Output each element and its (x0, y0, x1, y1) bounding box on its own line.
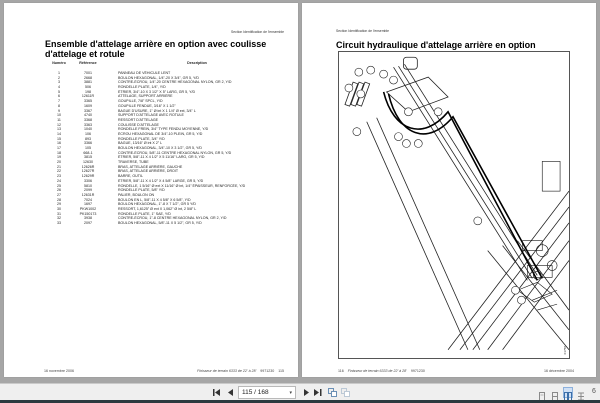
cell-ref: 3368 (84, 117, 92, 122)
cell-num: 12 (57, 122, 61, 127)
cell-num: 33 (57, 221, 61, 225)
rotate-ccw-button[interactable] (327, 387, 337, 398)
cell-ref: 3306 (84, 178, 92, 183)
cell-desc: BOULON HEXAGONAL, 1"-8 X 7 1/2", GR 5 Y/D (118, 202, 196, 207)
view-single-page-button[interactable] (537, 387, 547, 398)
cell-desc: BAGUE D'USURE, 1" Ø int X 1 1/4" Ø ext, 3/4" L (118, 108, 196, 113)
footer-doc-number: 9971230 (260, 369, 275, 373)
cell-ref: 3366 (84, 141, 92, 146)
cell-desc: RONDELLE, 1 5/16" Ø ext X 11/16" Ø int, 1/4" ÉPAISSEUR, RENFORCÉE, Y/D (118, 183, 246, 188)
cell-num: 10 (57, 113, 61, 118)
cell-desc: RONDELLE PLATE, 5/8" Y/D (118, 188, 165, 193)
cell-num: 1 (58, 71, 60, 75)
cell-ref: PK150173 (79, 211, 97, 216)
cell-ref: 3365 (84, 99, 92, 104)
cell-ref: 105 (85, 146, 91, 150)
cell-num: 19 (57, 155, 61, 160)
last-page-button[interactable] (313, 387, 323, 398)
cell-desc: BOULON HEXAGONAL, 3/4"-10 X 3 1/2", GR 5, Y/D (118, 146, 202, 150)
cell-num: 23 (57, 174, 61, 179)
page-title: Ensemble d'attelage arrière en option avec coulisse d'attelage et rotule (45, 39, 267, 59)
cell-num: 7 (58, 99, 60, 104)
page-title: Circuit hydraulique d'attelage arrière en option (336, 40, 536, 50)
cell-desc: COULISSE D'ATTELAGE (118, 122, 159, 127)
view-two-page-continuous-button[interactable] (576, 387, 586, 398)
cell-ref: 12631R (81, 192, 95, 197)
cell-desc: RONDELLE FREIN, 3/4" TYPE FENDU MOYENNE, Y/D (118, 127, 209, 132)
cell-ref: 7001 (84, 71, 92, 75)
cell-ref: 3363 (84, 122, 92, 127)
cell-num: 3 (58, 80, 60, 85)
prev-icon (228, 389, 233, 396)
rotate-cw-button[interactable] (340, 387, 350, 398)
cell-num: 22 (57, 169, 61, 174)
cell-ref: 12630 (83, 160, 93, 165)
cell-num: 30 (57, 206, 61, 211)
cell-ref: 3938 (84, 216, 92, 221)
rotate-page-disabled-icon (341, 388, 350, 397)
cell-desc: RESSORT D'ATTELAGE (118, 117, 159, 122)
cell-num: 4 (58, 85, 60, 90)
cell-ref: 1609 (84, 103, 92, 108)
cell-ref: 506 (85, 85, 91, 90)
figure-id: 01758 (563, 345, 567, 354)
footer-date: 16 novembre 2006 (44, 369, 74, 373)
page-115 (4, 3, 298, 377)
cell-desc: BOULON HEXAGONAL, 1/4"-20 X 3/4", GR 5, Y/D (118, 75, 199, 80)
first-page-button[interactable] (212, 387, 222, 398)
cell-ref: 3881 (84, 80, 92, 85)
cell-ref: 12611R (81, 94, 95, 99)
cell-num: 21 (57, 164, 61, 169)
parts-table (48, 61, 288, 226)
cell-ref: 7024 (84, 197, 92, 202)
footer-page-number: 116 (338, 369, 344, 373)
cell-ref: 12626R (81, 164, 95, 169)
dropdown-caret-icon: ▾ (289, 390, 292, 396)
page-116 (302, 3, 596, 377)
cell-num: 28 (57, 197, 61, 202)
cell-desc: ÉTRIER, 5/8"-11 X 4 1/2" X 4 5/8" LARGE, GR 5, Y/D (118, 178, 204, 183)
table-row (48, 221, 288, 226)
cell-desc: RONDELLE PLATE, 1/4", Y/D (118, 85, 166, 90)
cell-ref: 2668 (84, 75, 92, 80)
cell-num: 18 (57, 150, 61, 155)
footer-doc-title: Finisseur de terrain 6333 de 22' à 28' (197, 369, 257, 373)
cell-ref: 3367 (84, 108, 92, 113)
skip-forward-icon (314, 389, 322, 396)
prev-page-button[interactable] (226, 387, 234, 398)
cell-desc: CONTRE-ÉCROU, 1"-8 CENTRE HEXAGONAL NYLON, GR 2, Y/D (118, 216, 227, 221)
cell-desc: PALIER, BOULON ON (118, 192, 155, 197)
cell-num: 29 (57, 202, 61, 207)
cell-desc: GOUPILLE, 7/8" SPCL, Y/D (118, 99, 163, 104)
cell-num: 9 (58, 108, 60, 113)
cell-num: 2 (58, 75, 60, 80)
footer-date: 16 décembre 2004 (544, 369, 574, 373)
col-header-desc: Description (187, 61, 207, 65)
section-header: Section Identification de l'ensemble (336, 29, 390, 33)
cell-ref: 12629R (81, 174, 95, 179)
cell-desc: ÉCROU HEXAGONAL DE 3/4"-10 PLEIN, GR 5, Y/D (118, 131, 203, 136)
cell-ref: 198 (85, 89, 91, 94)
cell-desc: SUPPORT D'ATTELAGE AVEC ROTULE (118, 113, 184, 118)
cell-ref: 893 (85, 136, 91, 141)
cell-num: 8 (58, 103, 60, 108)
cell-ref: 4740 (84, 113, 92, 118)
cell-ref: 5810 (84, 183, 92, 188)
cell-num: 31 (57, 211, 61, 216)
cell-desc: RESSORT, 1,6125" Ø ext X 1,062" Ø int, 2 5/8" L (118, 206, 197, 211)
cell-desc: ÉTRIER, 5/8"-11 X 4 1/2" X 5 11/16" LARG, GR 5, Y/D (118, 155, 205, 160)
cell-num: 6 (58, 94, 60, 99)
zoom-level-field[interactable]: 6 (592, 388, 596, 395)
cell-num: 11 (57, 117, 61, 122)
cell-num: 15 (57, 136, 61, 141)
cell-num: 32 (57, 216, 61, 221)
cell-desc: BOULON HEXAGONAL, 5/8"-11 X 5 1/2", GR 5, Y/D (118, 221, 202, 225)
cell-ref: 3815 (84, 155, 92, 160)
table-header (48, 61, 288, 68)
cell-desc: ÉTRIER, 3/4"-10 X 3 1/2" X 5" LARG, GR 5, Y/D (118, 89, 196, 94)
cell-num: 20 (57, 160, 61, 165)
skip-back-icon (213, 389, 221, 396)
footer-doc-number: 9971230 (410, 369, 425, 373)
col-header-ref: Référence (79, 61, 97, 65)
exploded-view-drawing (339, 52, 569, 358)
page-number-select[interactable] (238, 386, 296, 399)
cell-desc: TRAVERSE, TUBE (118, 160, 149, 165)
cell-desc: RONDELLE PLATE, 3/4" Y/D (118, 136, 165, 141)
cell-desc: BRAS, ATTELAGE ARRIÈRE, GAUCHE (118, 164, 183, 169)
cell-desc: BARRE, OUTIL (118, 174, 143, 179)
cell-ref: 1697 (84, 202, 92, 207)
cell-ref: 2097 (84, 221, 92, 225)
cell-ref: 668-1 (83, 150, 93, 155)
footer-doc-title: Finisseur de terrain 6333 de 22' à 28' (347, 369, 407, 373)
navigation-toolbar (0, 383, 600, 400)
page-indicator: 115 / 168 (242, 389, 269, 396)
cell-num: 24 (57, 178, 61, 183)
hydraulic-circuit-diagram (338, 51, 570, 359)
footer-page-number: 115 (278, 369, 284, 373)
view-two-page-button[interactable] (563, 387, 573, 398)
section-header: Section Identification de l'ensemble (230, 30, 284, 34)
cell-desc: RONDELLE PLATE, 1" SAE, Y/D (118, 211, 171, 216)
cell-num: 5 (58, 89, 60, 94)
cell-desc: GOUPILLE FENDUE, 3/16" X 1 1/2" (118, 103, 176, 108)
cell-num: 16 (57, 141, 61, 146)
cell-desc: CONTRE-ÉCROU, 1/4"-20 CENTRE HEXAGONAL NYLON, GR 2, Y/D (118, 80, 232, 85)
cell-desc: BAGUE, 13/16" Ø int X 2" L (118, 141, 163, 146)
cell-desc: ATTELAGE, SUPPORT ARRIÈRE (118, 94, 173, 99)
cell-desc: BRAS, ATTELAGE ARRIÈRE, DROIT (118, 169, 179, 174)
col-header-num: Numéro (52, 61, 66, 65)
cell-ref: 106 (85, 131, 91, 136)
view-continuous-button[interactable] (550, 387, 560, 398)
cell-ref: 2099 (84, 188, 92, 193)
cell-desc: BOULON EN L, 5/8"-11 X 4 5/8" X 6 5/8", Y/D (118, 197, 191, 202)
cell-num: 26 (57, 188, 61, 193)
cell-desc: PANNEAU DE VÉHICULE LENT (118, 71, 171, 75)
footer-doc-info (197, 369, 284, 373)
table-body (48, 71, 288, 226)
cell-num: 14 (57, 131, 61, 136)
cell-ref: PKW1002 (79, 206, 97, 211)
next-icon (304, 389, 309, 396)
cell-ref: 12627R (81, 169, 95, 174)
cell-ref: 1040 (84, 127, 92, 132)
cell-num: 25 (57, 183, 61, 188)
rotate-page-icon (328, 388, 337, 397)
footer-doc-info (338, 369, 425, 373)
cell-num: 17 (57, 146, 61, 150)
cell-desc: CONTRE-ÉCROU, 5/8"-11 CENTRE HEXAGONAL NYLON, GR 5, Y/D (118, 150, 232, 155)
cell-num: 27 (57, 192, 61, 197)
next-page-button[interactable] (302, 387, 310, 398)
cell-num: 13 (57, 127, 61, 132)
